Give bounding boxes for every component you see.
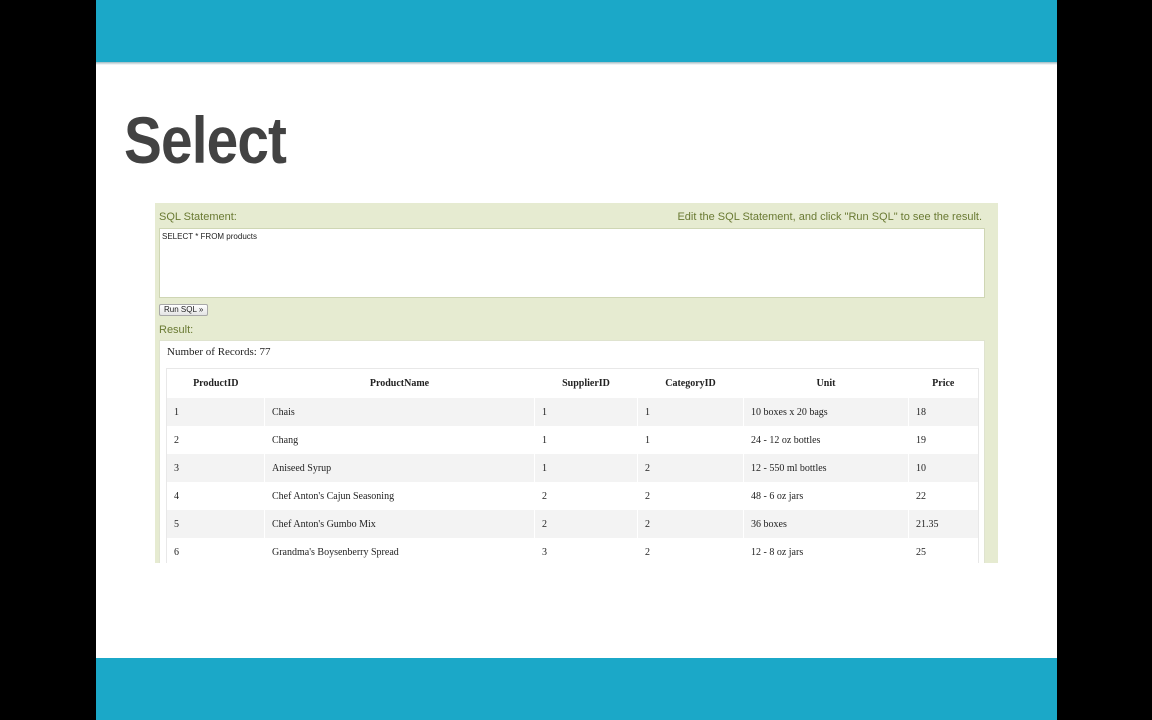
cell-productname: Chef Anton's Cajun Seasoning [265,482,535,510]
table-row [167,510,979,538]
cell-supplierid: 1 [535,398,638,426]
cell-price: 19 [909,426,979,454]
results-table [166,368,979,563]
cell-unit: 10 boxes x 20 bags [744,398,909,426]
record-count: Number of Records: 77 [167,346,271,358]
cell-categoryid: 2 [638,538,744,563]
cell-categoryid: 1 [638,426,744,454]
result-panel [159,340,985,563]
cell-price: 25 [909,538,979,563]
slide-title: Select [124,103,287,177]
sql-tryit-panel [155,203,998,563]
cell-price: 21.35 [909,510,979,538]
cell-productname: Aniseed Syrup [265,454,535,482]
bottom-accent-band [96,658,1057,720]
table-row [167,538,979,563]
table-row [167,454,979,482]
cell-categoryid: 2 [638,482,744,510]
run-sql-button[interactable]: Run SQL » [159,304,208,316]
cell-unit: 24 - 12 oz bottles [744,426,909,454]
table-row [167,398,979,426]
cell-unit: 36 boxes [744,510,909,538]
cell-categoryid: 1 [638,398,744,426]
column-header-productname: ProductName [265,369,535,399]
cell-supplierid: 2 [535,510,638,538]
column-header-categoryid: CategoryID [638,369,744,399]
table-header-row [167,369,979,399]
cell-supplierid: 1 [535,426,638,454]
sql-header [159,211,982,223]
column-header-price: Price [909,369,979,399]
cell-productid: 3 [167,454,265,482]
cell-unit: 12 - 550 ml bottles [744,454,909,482]
column-header-supplierid: SupplierID [535,369,638,399]
cell-supplierid: 2 [535,482,638,510]
top-band-shadow [96,62,1057,65]
cell-productid: 6 [167,538,265,563]
sql-hint-text: Edit the SQL Statement, and click "Run SQL" to see the result. [677,211,982,223]
cell-productname: Chef Anton's Gumbo Mix [265,510,535,538]
result-label: Result: [159,324,194,336]
cell-unit: 48 - 6 oz jars [744,482,909,510]
cell-categoryid: 2 [638,454,744,482]
column-header-productid: ProductID [167,369,265,399]
cell-unit: 12 - 8 oz jars [744,538,909,563]
sql-statement-editor[interactable] [159,228,985,298]
table-row [167,482,979,510]
cell-categoryid: 2 [638,510,744,538]
cell-productname: Chais [265,398,535,426]
cell-productid: 4 [167,482,265,510]
presentation-slide [96,0,1057,720]
cell-productname: Chang [265,426,535,454]
cell-supplierid: 1 [535,454,638,482]
top-accent-band [96,0,1057,62]
sql-statement-label: SQL Statement: [159,211,237,223]
cell-price: 22 [909,482,979,510]
cell-productname: Grandma's Boysenberry Spread [265,538,535,563]
table-row [167,426,979,454]
cell-supplierid: 3 [535,538,638,563]
cell-price: 10 [909,454,979,482]
cell-productid: 5 [167,510,265,538]
column-header-unit: Unit [744,369,909,399]
cell-price: 18 [909,398,979,426]
cell-productid: 2 [167,426,265,454]
cell-productid: 1 [167,398,265,426]
